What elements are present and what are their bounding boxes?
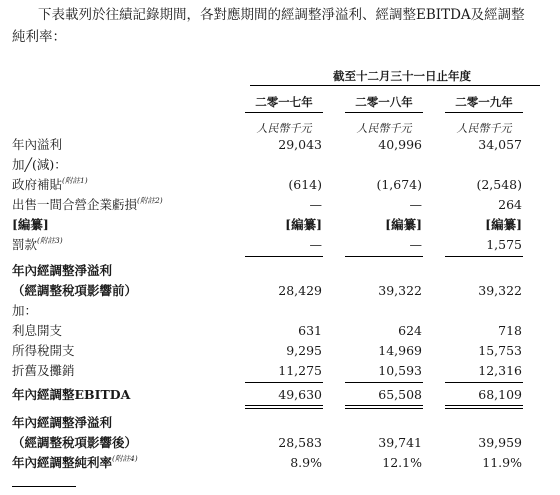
value-2017: 631 [298,323,322,338]
row-label: 政府補貼$^{(附註1)}$ [12,176,88,192]
value-2017: 11,275 [278,363,322,378]
row-redacted [0,216,560,234]
year-underline-2017 [245,112,323,113]
year-header-2018: 二零一八年 [355,95,413,109]
value-2019: 34,057 [478,137,522,152]
value-2018: 12.1% [382,455,422,470]
ebitda-double-rule-b-2019 [445,408,523,409]
row-label: 年內經調整淨溢利 [12,263,113,278]
ebitda-double-rule-a-2018 [345,405,423,406]
value-2019: 15,753 [478,343,522,358]
value-2018: (1,674) [376,177,422,192]
row-adjusted-net-profit-title-2 [0,414,560,432]
value-2018: [編纂] [385,217,422,232]
note-ref: (附註3) [37,236,63,245]
intro-line-1: 下表載列於往績記錄期間，各對應期間的經調整淨溢利、經調整EBITDA及經調整 [38,7,525,23]
unit-2019: 人民幣千元 [456,122,512,135]
value-2019: 264 [498,197,522,212]
year-underline-2018 [345,112,423,113]
value-2019: 1,575 [486,237,522,252]
note-ref: (附註4) [112,454,138,463]
row-label: 罰款$^{(附註3)}$ [12,236,63,252]
value-2017: 9,295 [286,343,322,358]
footnote-separator [12,486,76,487]
value-2019: 39,322 [478,283,522,298]
ebitda-top-rule-2017 [245,382,323,383]
value-2017: — [309,197,322,212]
ebitda-double-rule-b-2017 [245,408,323,409]
value-2017: (614) [288,177,322,192]
value-2017: 28,429 [278,283,322,298]
ebitda-top-rule-2018 [345,382,423,383]
row-label: 加： [12,303,38,318]
row-label: 所得稅開支 [12,343,75,358]
row-loss-on-disposal [0,196,560,214]
row-penalty [0,236,560,254]
row-label: 折舊及攤銷 [12,363,75,378]
row-adjusted-net-profit-margin [0,454,560,472]
value-2017: 8.9% [290,455,322,470]
ebitda-double-rule-a-2017 [245,405,323,406]
value-2019: 12,316 [478,363,522,378]
value-2018: 65,508 [378,387,422,402]
value-2019: [編纂] [485,217,522,232]
row-profit-for-year [0,136,560,154]
row-adjusted-net-profit-before-tax [0,282,560,300]
year-header-2017: 二零一七年 [255,95,313,109]
row-government-grants [0,176,560,194]
unit-2018: 人民幣千元 [356,122,412,135]
value-2018: 624 [398,323,422,338]
value-2019: 39,959 [478,435,522,450]
row-label: [編纂] [12,217,49,232]
value-2017: [編纂] [285,217,322,232]
subtotal-rule-2019 [445,256,523,257]
row-label: 年內經調整EBITDA [12,387,131,402]
ebitda-double-rule-b-2018 [345,408,423,409]
subtotal-rule-2018 [345,256,423,257]
intro-line-2: 純利率： [12,29,66,45]
row-adjusted-net-profit-title [0,262,560,280]
row-label: （經調整稅項影響後） [12,435,138,450]
year-header-2019: 二零一九年 [455,95,513,109]
row-depreciation-amortisation [0,362,560,380]
row-label: 年內經調整純利率$^{(附註4)}$ [12,454,138,470]
row-label: 年內經調整淨溢利 [12,415,113,430]
value-2019: 68,109 [478,387,522,402]
value-2018: — [409,237,422,252]
row-add [0,302,560,320]
value-2017: — [309,237,322,252]
row-adjusted-ebitda [0,386,560,404]
value-2017: 29,043 [278,137,322,152]
value-2017: 28,583 [278,435,322,450]
unit-2017: 人民幣千元 [256,122,312,135]
value-2018: 10,593 [378,363,422,378]
row-income-tax-expenses [0,342,560,360]
value-2019: 718 [498,323,522,338]
row-label: 年內溢利 [12,137,63,152]
value-2019: (2,548) [476,177,522,192]
period-underline [250,85,540,86]
value-2018: 39,322 [378,283,422,298]
note-ref: (附註1) [62,176,88,185]
ebitda-top-rule-2019 [445,382,523,383]
value-2017: 49,630 [278,387,322,402]
value-2018: 14,969 [378,343,422,358]
note-ref: (附註2) [137,196,163,205]
row-label: 加╱(減)： [12,157,67,172]
row-interest-expenses [0,322,560,340]
value-2018: 40,996 [378,137,422,152]
period-header: 截至十二月三十一日止年度 [333,69,471,83]
ebitda-double-rule-a-2019 [445,405,523,406]
intro-paragraph [12,4,548,48]
value-2019: 11.9% [482,455,522,470]
row-label: （經調整稅項影響前） [12,283,138,298]
value-2018: — [409,197,422,212]
value-2018: 39,741 [378,435,422,450]
subtotal-rule-2017 [245,256,323,257]
row-label: 利息開支 [12,323,63,338]
row-add-less [0,156,560,174]
year-underline-2019 [445,112,523,113]
row-adjusted-net-profit-after-tax [0,434,560,452]
row-label: 出售一間合營企業虧損$^{(附註2)}$ [12,196,163,212]
